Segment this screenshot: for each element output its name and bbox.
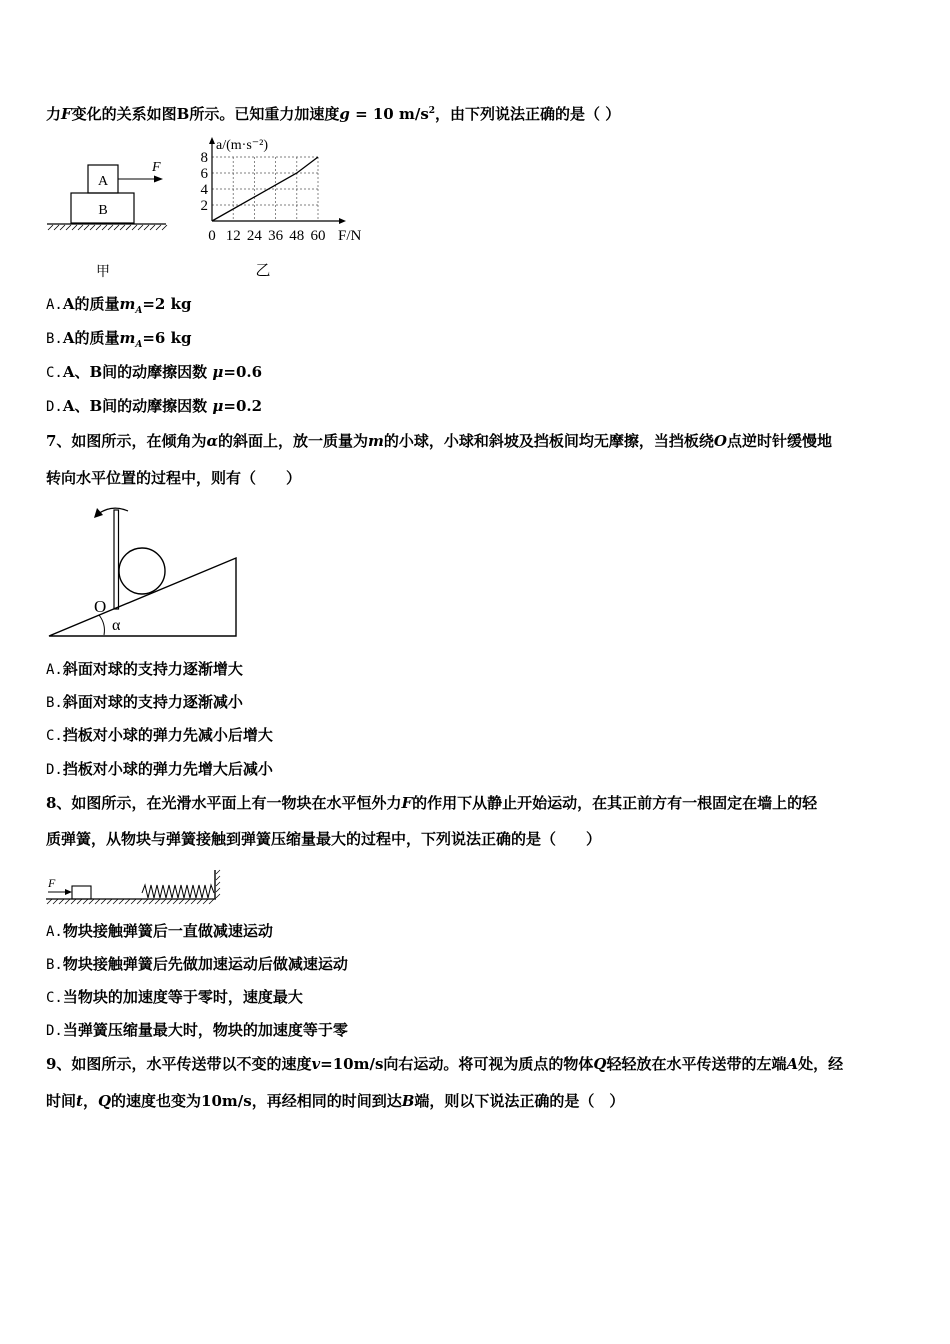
q8-option-b[interactable]: B.物块接触弹簧后先做加速运动后做减速运动 — [46, 955, 348, 973]
q7-figure-incline — [44, 500, 244, 645]
q6-option-b[interactable]: B.A的质量$m_A=6$ kg — [46, 329, 192, 350]
x-tick-label: 12 — [225, 228, 241, 244]
y-tick-label: 6 — [200, 166, 208, 182]
q9-stem-line2: 时间t，Q的速度也变为10m/s，再经相同的时间到达B端，则以下说法正确的是（ ） — [46, 1092, 625, 1110]
q6-figure-blocks — [44, 155, 174, 280]
force-label: F — [152, 160, 161, 175]
spring — [142, 885, 214, 898]
q7-stem-line1: 7、如图所示，在倾角为α的斜面上，放一质量为m的小球，小球和斜坡及挡板间均无摩擦，当挡板绕O点逆时针缓慢地 — [46, 432, 832, 450]
q6-stem: 力F变化的关系如图B所示。已知重力加速度g = 10 $m/s^2$，由下列说法正确的是（ ） — [46, 105, 621, 123]
q8-option-a[interactable]: A.物块接触弹簧后一直做减速运动 — [46, 922, 273, 940]
q7-option-b[interactable]: B.斜面对球的支持力逐渐减小 — [46, 693, 243, 711]
q9-stem-line1: 9、如图所示，水平传送带以不变的速度v=10m/s向右运动。将可视为质点的物体Q轻轻放在水平传送带的左端A处，经 — [46, 1055, 844, 1073]
q7-option-c[interactable]: C.挡板对小球的弹力先减小后增大 — [46, 726, 273, 744]
q8-stem-line1: 8、如图所示，在光滑水平面上有一物块在水平恒外力F的作用下从静止开始运动，在其正前方有一根固定在墙上的轻 — [46, 794, 818, 812]
q7-option-d[interactable]: D.挡板对小球的弹力先增大后减小 — [46, 760, 273, 778]
q6-option-c[interactable]: C.A、B间的动摩擦因数 μ=0.6 — [46, 363, 263, 381]
q7-option-a[interactable]: A.斜面对球的支持力逐渐增大 — [46, 660, 243, 678]
force-f-label: F — [48, 876, 56, 890]
pivot-o-label: O — [94, 597, 107, 616]
q8-option-d[interactable]: D.当弹簧压缩量最大时，物块的加速度等于零 — [46, 1021, 348, 1039]
figure-caption-jia: 甲 — [96, 265, 110, 280]
q6-option-d[interactable]: D.A、B间的动摩擦因数 μ=0.2 — [46, 397, 263, 415]
x-tick-label: 24 — [246, 228, 262, 244]
x-axis-label: F/N — [338, 228, 362, 244]
y-axis-arrow — [209, 137, 215, 144]
block-b-label: B — [98, 203, 108, 218]
y-tick-label: 2 — [200, 198, 208, 214]
q8-option-c[interactable]: C.当物块的加速度等于零时，速度最大 — [46, 988, 303, 1006]
y-tick-label: 4 — [200, 182, 208, 198]
q6-option-a[interactable]: A.A的质量$m_A=2$ kg — [46, 295, 192, 316]
y-axis-label: a/(m·s⁻²) — [216, 138, 269, 153]
q6-chart-a-vs-f — [192, 135, 382, 285]
x-axis-arrow — [339, 218, 346, 224]
q7-stem-line2: 转向水平位置的过程中，则有（ ） — [46, 469, 302, 487]
y-tick-label: 8 — [200, 150, 208, 166]
figure-caption-yi: 乙 — [255, 263, 271, 279]
x-tick-label: 48 — [289, 228, 305, 244]
block-a-label: A — [97, 174, 109, 189]
x-tick-label: 36 — [268, 228, 284, 244]
q8-figure-spring — [44, 866, 224, 910]
x-tick-label: 0 — [208, 228, 216, 244]
q8-stem-line2: 质弹簧，从物块与弹簧接触到弹簧压缩量最大的过程中，下列说法正确的是（ ） — [46, 830, 602, 848]
angle-alpha-label: α — [112, 617, 121, 634]
x-tick-label: 60 — [310, 228, 326, 244]
